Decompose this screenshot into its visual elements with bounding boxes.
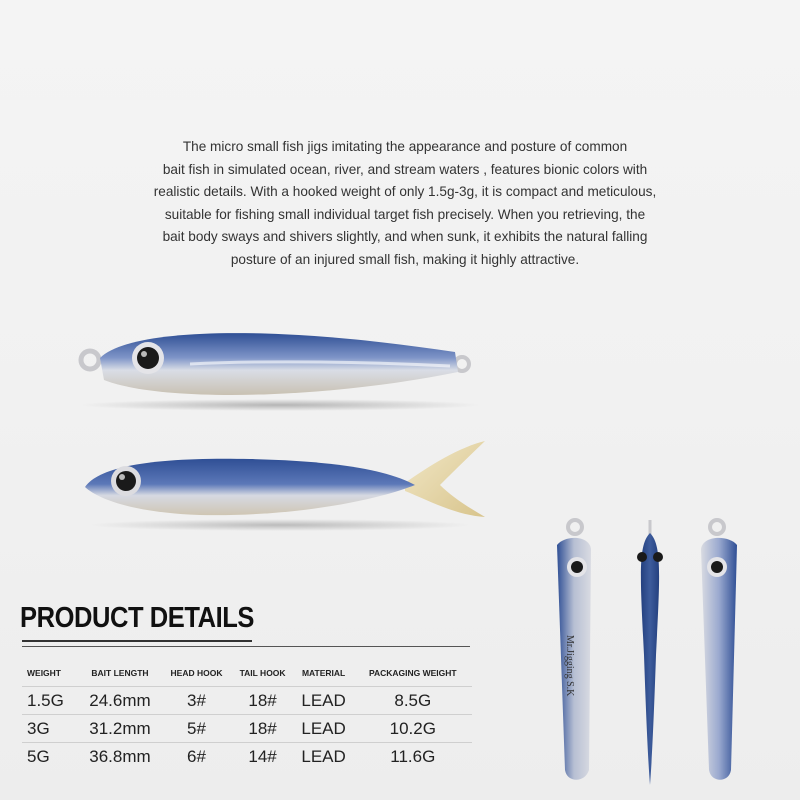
fish-lure-image	[80, 435, 500, 535]
cell-head-hook: 5#	[161, 715, 231, 743]
description-line: suitable for fishing small individual target fish precisely. When you retrieving, the	[164, 206, 646, 222]
table-row	[22, 715, 472, 743]
jig-front-image	[545, 515, 595, 795]
cell-tail-hook: 18#	[232, 687, 294, 715]
cell-material: LEAD	[294, 743, 354, 771]
table-row	[22, 687, 472, 715]
description-line: bait body sways and shivers slightly, and when sunk, it exhibits the natural falling	[162, 229, 648, 244]
cell-packaging-weight: 11.6G	[354, 743, 472, 771]
header-head-hook: HEAD HOOK	[170, 668, 223, 678]
product-specs-table	[22, 660, 472, 770]
header-bait-length: BAIT LENGTH	[91, 668, 149, 678]
description-line: realistic details. With a hooked weight of only 1.5g-3g, it is compact and meticulous,	[153, 184, 657, 199]
cell-head-hook: 3#	[161, 687, 231, 715]
cell-tail-hook: 14#	[232, 743, 294, 771]
header-material: MATERIAL	[301, 668, 346, 678]
cell-bait-length: 36.8mm	[79, 743, 162, 771]
header-tail-hook: TAIL HOOK	[239, 668, 286, 678]
cell-weight: 3G	[22, 715, 79, 743]
lure-brand-text: Mr.Jigging S.K	[564, 635, 575, 697]
cell-packaging-weight: 10.2G	[354, 715, 472, 743]
header-packaging-weight: PACKAGING WEIGHT	[368, 668, 457, 678]
cell-packaging-weight: 8.5G	[354, 687, 472, 715]
cell-bait-length: 24.6mm	[79, 687, 162, 715]
cell-head-hook: 6#	[161, 743, 231, 771]
description-line: posture of an injured small fish, making it highly attractive.	[230, 251, 580, 267]
table-divider	[22, 646, 470, 647]
jig-lure-image	[70, 320, 500, 420]
product-details-heading: PRODUCT DETAILS	[20, 602, 254, 634]
table-header-row	[22, 660, 472, 687]
header-weight: WEIGHT	[27, 668, 61, 678]
cell-bait-length: 31.2mm	[79, 715, 162, 743]
cell-weight: 5G	[22, 743, 79, 771]
cell-weight: 1.5G	[22, 687, 79, 715]
jig-angle-image	[695, 515, 750, 795]
description-line: The micro small fish jigs imitating the appearance and posture of common	[182, 139, 628, 154]
product-description	[120, 136, 690, 271]
heading-underline	[22, 640, 252, 642]
table-row	[22, 743, 472, 771]
cell-material: LEAD	[294, 715, 354, 743]
description-line: bait fish in simulated ocean, river, and stream waters , features bionic colors with	[162, 161, 648, 177]
cell-material: LEAD	[294, 687, 354, 715]
jig-top-image	[630, 515, 670, 795]
cell-tail-hook: 18#	[232, 715, 294, 743]
